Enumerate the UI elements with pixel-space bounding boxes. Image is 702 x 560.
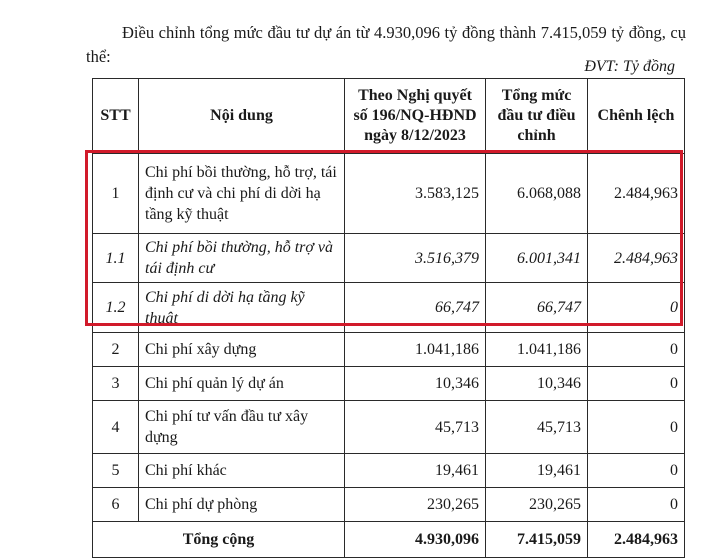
table-row xyxy=(93,401,685,454)
row-adjusted: 6.068,088 xyxy=(486,154,588,234)
row-content: Chi phí khác xyxy=(139,454,345,488)
row-resolution: 1.041,186 xyxy=(345,333,486,367)
header-adjusted: Tổng mức đầu tư điều chỉnh xyxy=(486,79,588,154)
row-resolution: 19,461 xyxy=(345,454,486,488)
row-difference: 0 xyxy=(588,283,685,333)
row-resolution: 66,747 xyxy=(345,283,486,333)
row-adjusted: 45,713 xyxy=(486,401,588,454)
intro-paragraph: Điều chỉnh tổng mức đầu tư dự án từ 4.930,096 tỷ đồng thành 7.415,059 tỷ đồng, cụ thể: xyxy=(86,22,686,66)
table-row xyxy=(93,283,685,333)
table-row xyxy=(93,367,685,401)
row-adjusted: 230,265 xyxy=(486,488,588,522)
row-stt: 5 xyxy=(93,454,139,488)
row-difference: 0 xyxy=(588,454,685,488)
row-stt: 4 xyxy=(93,401,139,454)
row-difference: 0 xyxy=(588,333,685,367)
row-adjusted: 19,461 xyxy=(486,454,588,488)
row-content: Chi phí xây dựng xyxy=(139,333,345,367)
row-resolution: 45,713 xyxy=(345,401,486,454)
investment-table xyxy=(92,78,685,558)
row-stt: 6 xyxy=(93,488,139,522)
row-adjusted: 6.001,341 xyxy=(486,234,588,283)
row-content: Chi phí bồi thường, hỗ trợ và tái định cư xyxy=(139,234,345,283)
table-row xyxy=(93,454,685,488)
header-stt: STT xyxy=(93,79,139,154)
table-row xyxy=(93,234,685,283)
total-difference: 2.484,963 xyxy=(588,522,685,558)
row-resolution: 230,265 xyxy=(345,488,486,522)
row-content: Chi phí di dời hạ tầng kỹ thuật xyxy=(139,283,345,333)
row-difference: 0 xyxy=(588,367,685,401)
row-difference: 0 xyxy=(588,488,685,522)
total-resolution: 4.930,096 xyxy=(345,522,486,558)
header-resolution: Theo Nghị quyết số 196/NQ-HĐND ngày 8/12/2023 xyxy=(345,79,486,154)
row-adjusted: 1.041,186 xyxy=(486,333,588,367)
header-content: Nội dung xyxy=(139,79,345,154)
total-adjusted: 7.415,059 xyxy=(486,522,588,558)
row-difference: 0 xyxy=(588,401,685,454)
total-label: Tổng cộng xyxy=(93,522,345,558)
row-resolution: 3.516,379 xyxy=(345,234,486,283)
unit-label: ĐVT: Tỷ đồng xyxy=(584,58,675,75)
row-difference: 2.484,963 xyxy=(588,154,685,234)
table-row xyxy=(93,333,685,367)
row-content: Chi phí tư vấn đầu tư xây dựng xyxy=(139,401,345,454)
row-content: Chi phí bồi thường, hỗ trợ, tái định cư và chi phí di dời hạ tầng kỹ thuật xyxy=(139,154,345,234)
row-stt: 3 xyxy=(93,367,139,401)
row-resolution: 10,346 xyxy=(345,367,486,401)
row-stt: 1 xyxy=(93,154,139,234)
row-content: Chi phí quản lý dự án xyxy=(139,367,345,401)
table-row xyxy=(93,154,685,234)
table-row xyxy=(93,488,685,522)
row-stt: 2 xyxy=(93,333,139,367)
row-resolution: 3.583,125 xyxy=(345,154,486,234)
table-header-row xyxy=(93,79,685,154)
row-adjusted: 66,747 xyxy=(486,283,588,333)
row-difference: 2.484,963 xyxy=(588,234,685,283)
header-difference: Chênh lệch xyxy=(588,79,685,154)
total-row xyxy=(93,522,685,558)
row-stt: 1.2 xyxy=(93,283,139,333)
row-content: Chi phí dự phòng xyxy=(139,488,345,522)
row-adjusted: 10,346 xyxy=(486,367,588,401)
row-stt: 1.1 xyxy=(93,234,139,283)
